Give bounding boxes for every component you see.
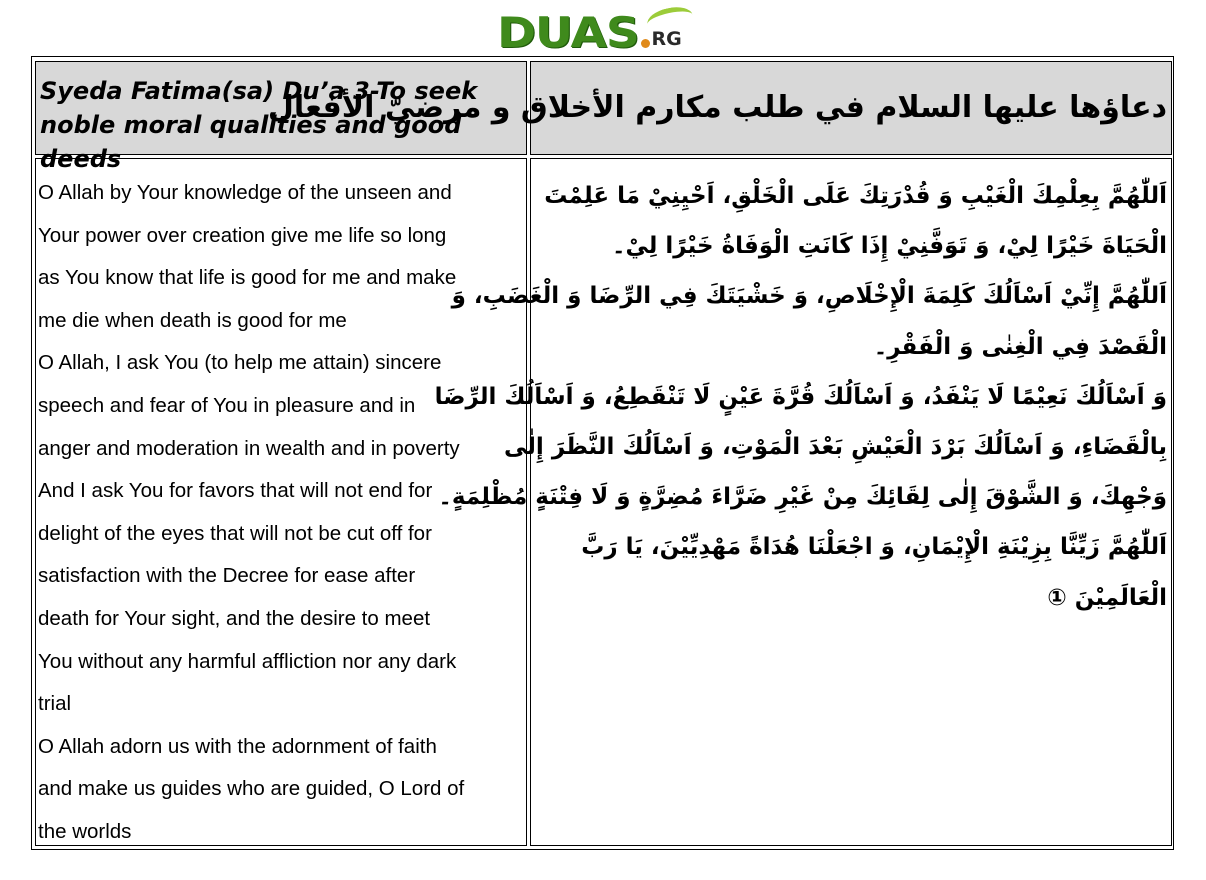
arabic-line: اَللّٰهُمَّ إِنِّيْ اَسْاَلُكَ كَلِمَةَ الْإِخْلَاصِ، وَ خَشْيَتَكَ فِي الرِّضَا وَ الْغَضَبِ، وَ: [451, 283, 1167, 310]
translation-line: death for Your sight, and the desire to meet: [38, 606, 431, 630]
translation-line: You without any harmful affliction nor any dark: [38, 649, 457, 673]
translation-line: me die when death is good for me: [38, 308, 347, 332]
translation-line: as You know that life is good for me and make: [38, 266, 457, 290]
arabic-title-cell: [267, 61, 1172, 155]
arabic-line: وَجْهِكَ، وَ الشَّوْقَ إِلٰى لِقَائِكَ مِنْ غَيْرِ ضَرَّاءَ مُضِرَّةٍ وَ لَا فِتْنَةٍ مُظْلِمَةٍ۔: [438, 484, 1167, 511]
translation-line: satisfaction with the Decree for ease after: [38, 564, 416, 588]
english-title: Syeda Fatima(sa) Du’a 3-To seek noble moral qualities and good deeds: [40, 77, 478, 173]
site-logo: [497, 8, 709, 57]
arabic-text: [434, 171, 1167, 623]
arabic-line: الْعَالَمِيْنَ ①: [1047, 584, 1167, 611]
arabic-line: الْحَيَاةَ خَيْرًا لِيْ، وَ تَوَفَّنِيْ إِذَا كَانَتِ الْوَفَاةُ خَيْرًا لِيْ۔: [612, 233, 1167, 260]
translation-line: trial: [38, 692, 72, 716]
translation-line: O Allah by Your knowledge of the unseen and: [38, 181, 452, 204]
logo-swoosh-icon: [645, 3, 695, 35]
arabic-line: وَ اَسْاَلُكَ نَعِيْمًا لَا يَنْفَدُ، وَ اَسْاَلُكَ قُرَّةَ عَيْنٍ لَا تَنْقَطِعُ، وَ اَسْاَلُكَ الرِّضَا: [434, 383, 1167, 410]
translation-line: And I ask You for favors that will not end for: [38, 479, 433, 503]
translation-line: Your power over creation give me life so long: [38, 223, 447, 247]
arabic-line: اَللّٰهُمَّ زَيِّنَّا بِزِيْنَةِ الْإِيْمَانِ، وَ اجْعَلْنَا هُدَاةً مَهْدِيِّيْنَ، يَا رَبَّ: [581, 534, 1167, 561]
translation-line: O Allah, I ask You (to help me attain) sincere: [38, 351, 442, 375]
translation-line: speech and fear of You in pleasure and in: [38, 393, 416, 417]
arabic-line: الْقَصْدَ فِي الْغِنٰى وَ الْفَقْرِ۔: [873, 333, 1167, 360]
logo-text: DUAS: [497, 8, 639, 57]
translation-line: the worlds: [38, 819, 132, 843]
logo-suffix: RG: [651, 28, 682, 50]
arabic-title: دعاؤها عليها السلام في طلب مكارم الأخلاق و مرضيّ الأفعال: [267, 90, 1167, 125]
translation-line: and make us guides who are guided, O Lord of: [38, 777, 465, 801]
arabic-line: بِالْقَضَاءِ، وَ اَسْاَلُكَ بَرْدَ الْعَيْشِ بَعْدَ الْمَوْتِ، وَ اَسْاَلُكَ النَّظَرَ إِلٰى: [504, 434, 1167, 461]
arabic-line: اَللّٰهُمَّ بِعِلْمِكَ الْغَيْبِ وَ قُدْرَتِكَ عَلَى الْخَلْقِ، اَحْيِنِيْ مَا عَلِمْتَ: [544, 183, 1167, 209]
translation-line: anger and moderation in wealth and in poverty: [38, 436, 460, 460]
logo-dot: [641, 39, 650, 48]
translation-line: O Allah adorn us with the adornment of faith: [38, 734, 437, 758]
arabic-text-cell: [434, 158, 1172, 846]
translation-line: delight of the eyes that will not be cut off for: [38, 521, 432, 545]
